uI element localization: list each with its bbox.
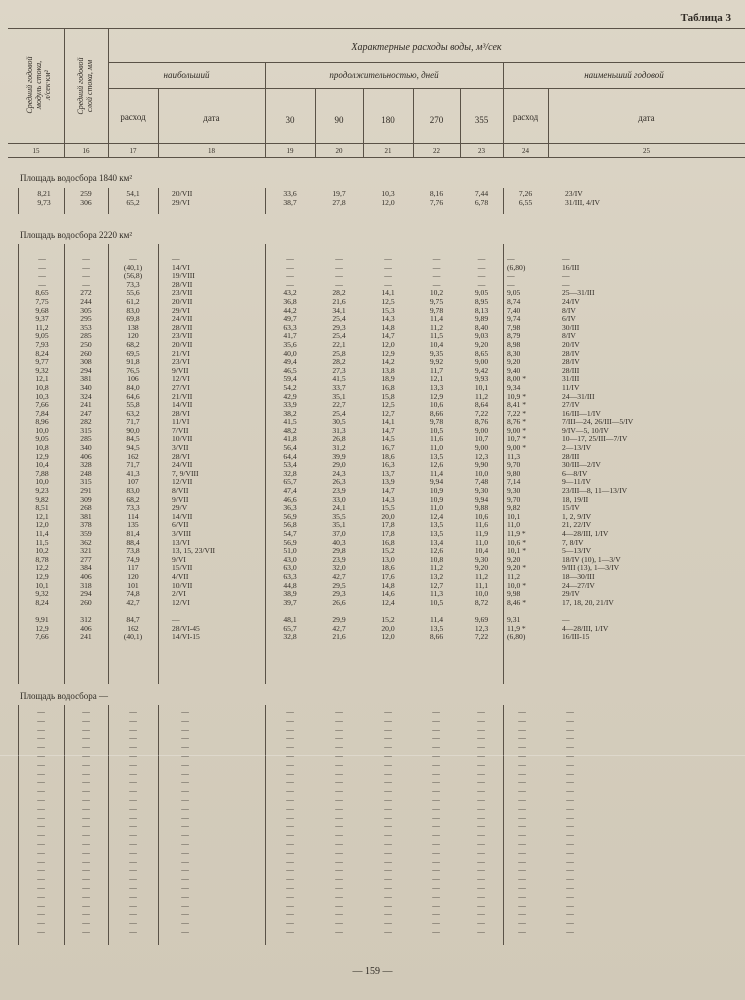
header-d355: 355 [474, 115, 489, 125]
b2-col22: — — — — 10,2 9,75 9,78 11,4 11,2 11,5 10,4 9,35 9,92 11,7 12,1 13,3 12,9 10,6 8,66 9,78 10,5 11,6 11,0 13,5 12,6 11,4 9,94 10,9 10,9 11,0 12,4 13,5 13,5 13,4 12,6 10,8 11,2 13,2 12,7 11,3 10,5 11,4 13,5 8,66 [429, 254, 444, 642]
header-date-min: дата [638, 113, 655, 123]
b2-col20: — — — — 28,2 21,6 34,1 25,4 29,3 25,4 22,1 25,8 28,2 27,3 41,5 33,7 35,1 22,7 25,4 30,5 31,3 26,8 31,2 39,9 29,0 24,3 26,3 23,9 33,0 24,1 35,5 35,1 37,0 40,3 29,8 23,9 32,0 42,7 29,5 29,3 26,6 29,9 42,7 21,6 [332, 254, 346, 642]
b1-col18: 20/VII 29/VI [172, 189, 193, 207]
block-vline [158, 244, 159, 684]
header-largest: наибольший [163, 70, 210, 80]
header-discharge-min: расход [512, 112, 539, 122]
header-group-title: Характерные расходы воды, м³/сек [351, 42, 502, 53]
block-vline [18, 244, 19, 684]
header-duration: продолжительностью, дней [329, 70, 439, 80]
header-d30: 30 [285, 115, 295, 125]
dash-column: — — — — — — — — — — — — — — — — — — — — — — — — — — [286, 707, 294, 936]
b2-col25: — 16/III — — 25—31/III 24/IV 8/IV 6/IV 30/III 8/IV 20/IV 28/IV 28/IV 28/III 31/III 11/IV 24—31/III 27/IV 16/III—1/IV 7/III—24, 26/III—5/IV 9/IV—5, 10/IV 10—17, 25/III—7/IV 2—13/IV 28/III 30/III—2/IV 6—8/IV 9—11/IV 23/III—8, 11—13/IV 18, 19/II 15/IV 1, 2, 9/IV 21, 22/IV 4—28/III, 1/IV 7, 8/IV 5—13/IV 18/IV (10), 1—3/V 9/III (13), 1—3/IV 18—30/III 24—27/IV 29/IV 17, 18, 20, 21/IV — 4—28/III, 1/IV 16/III-15 [562, 254, 634, 642]
dash-column: — — — — — — — — — — — — — — — — — — — — — — — — — — [129, 707, 137, 936]
b1-col20: 19,7 27,8 [332, 189, 346, 207]
header-vline [64, 28, 65, 158]
b1-col21: 10,3 12,0 [381, 189, 395, 207]
b2-col19: — — — — 43,2 36,8 44,2 49,7 63,3 41,7 35,6 40,0 49,4 46,5 59,4 54,2 42,9 33,9 38,2 41,5 48,2 41,8 56,4 64,4 53,4 32,8 65,7 47,4 46,6 36,3 56,9 56,8 54,7 56,9 51,0 43,0 63,0 63,3 44,8 38,9 39,7 48,1 65,7 32,8 [283, 254, 297, 642]
paper-fold [0, 755, 745, 756]
section-title-empty: Площадь водосбора — [20, 691, 109, 701]
header-d270: 270 [429, 115, 444, 125]
page-number: — 159 — [352, 966, 393, 977]
b1-col17: 54,1 65,2 [126, 189, 140, 207]
b2-col21: — — — — 14,1 12,5 15,3 14,3 14,8 14,7 12,0 12,9 14,2 13,8 18,9 16,8 15,8 12,5 12,7 14,1 14,7 14,5 16,7 18,6 16,3 13,7 13,9 14,7 14,3 15,5 20,0 17,8 17,8 16,8 15,2 13,0 18,6 17,6 14,8 14,6 12,4 15,2 20,0 12,0 [381, 254, 395, 642]
block-vline [158, 188, 159, 214]
b2-col17: — (40,1) (56,8) 73,3 55,6 61,2 83,0 69,8 138 120 68,2 69,5 91,8 76,5 106 84,0 64,6 55,8 63,2 71,7 90,0 84,5 94,5 162 71,7 41,3 107 83,0 68,2 73,3 114 135 81,4 88,4 73,8 74,9 117 120 101 74,8 42,7 84,7 162 (40,1) [123, 254, 143, 642]
b2-col23: — — — — 9,05 8,95 8,13 9,89 8,40 9,03 9,20 8,65 9,00 9,42 9,93 10,1 11,2 8,64 7,22 8,76 9,00 10,7 9,00 12,3 9,90 10,0 7,48 9,30 9,94 9,88 10,6 11,6 11,9 11,0 10,4 9,30 9,20 11,2 11,1 10,0 8,72 9,69 12,3 7,22 [474, 254, 489, 642]
col-number: 21 [384, 147, 392, 155]
block-vline [64, 188, 65, 214]
b2-col18: — 14/VI 19/VIII 28/VII 23/VII 20/VII 29/VI 24/VII 28/VII 23/VII 20/VII 21/VI 23/VI 9/VII 12/VI 27/VI 21/VII 14/VII 28/VI 11/VI 7/VII 10/VII 3/VII 28/VI 24/VII 7, 9/VIII 12/VII 8/VII 9/VII 29/V 14/VII 6/VII 3/VIII 13/VI 13, 15, 23/VII 9/VI 15/VII 4/VII 10/VII 2/VI 12/VI — 28/VI-45 14/VI-15 [172, 254, 216, 642]
col-number: 23 [478, 147, 485, 155]
b2-col16: — — — — 272 244 305 295 353 285 250 260 308 294 381 340 324 241 247 282 315 285 340 406 328 248 315 291 309 268 381 378 359 362 321 277 384 406 318 294 260 312 406 241 [80, 254, 92, 642]
block-vline [265, 705, 266, 945]
dash-column: — — — — — — — — — — — — — — — — — — — — — — — — — — [432, 707, 440, 936]
dash-column: — — — — — — — — — — — — — — — — — — — — — — — — — — [37, 707, 45, 936]
header-d180: 180 [381, 115, 395, 125]
block-vline [64, 705, 65, 945]
col-number: 24 [522, 147, 529, 155]
b1-col15: 8,21 9,73 [37, 189, 51, 207]
col-number: 19 [286, 147, 294, 155]
header-rule-2 [108, 88, 745, 89]
col-number: 25 [643, 147, 650, 155]
col-number: 22 [433, 147, 440, 155]
header-rule-1 [108, 62, 745, 63]
b1-col19: 33,6 38,7 [283, 189, 297, 207]
b1-col23: 7,44 6,78 [474, 189, 489, 207]
block-vline [64, 244, 65, 684]
header-col16: Средний годовой слой стока, мм [76, 57, 94, 115]
block-vline [18, 188, 19, 214]
block-vline [503, 244, 504, 684]
b1-col24: 7,26 6,55 [518, 189, 533, 207]
b1-col22: 8,16 7,76 [429, 189, 444, 207]
dash-column: — — — — — — — — — — — — — — — — — — — — — — — — — — [477, 707, 485, 936]
col-number: 18 [208, 147, 215, 155]
dash-column: — — — — — — — — — — — — — — — — — — — — — — — — — — [566, 707, 574, 936]
col-number: 17 [129, 147, 137, 155]
b2-col24: — (6,80) — — 9,05 8,74 7,40 9,74 7,98 8,79 8,98 8,30 9,20 9,40 8,00 * 9,34 10,9 * 8,41 * 7,22 * 8,76 * 9,00 * 10,7 * 9,00 * 11,3 9,70 9,80 7,14 9,30 9,70 9,82 10,1 11,0 11,9 * 10,6 * 10,1 * 9,20 9,20 * 11,2 10,0 * 9,98 8,46 * 9,31 11,9 * (6,80) [507, 254, 526, 642]
block-vline [108, 705, 109, 945]
dash-column: — — — — — — — — — — — — — — — — — — — — — — — — — — [384, 707, 392, 936]
col-number: 16 [82, 147, 90, 155]
block-vline [503, 705, 504, 945]
dash-column: — — — — — — — — — — — — — — — — — — — — — — — — — — [518, 707, 526, 936]
block-vline [158, 705, 159, 945]
b1-col16: 259 306 [80, 189, 92, 207]
header-top-rule [8, 28, 745, 29]
dash-column: — — — — — — — — — — — — — — — — — — — — — — — — — — [181, 707, 189, 936]
col-number: 20 [335, 147, 343, 155]
table-label: Таблица 3 [680, 12, 731, 24]
section-title-1840: Площадь водосбора 1840 км² [20, 173, 133, 183]
dash-column: — — — — — — — — — — — — — — — — — — — — — — — — — — [82, 707, 90, 936]
header-bottom-rule [8, 157, 745, 158]
section-title-2220: Площадь водосбора 2220 км² [20, 230, 133, 240]
header-d90: 90 [334, 115, 344, 125]
header-discharge-max: расход [120, 112, 146, 122]
b1-col25: 23/IV 31/III, 4/IV [565, 189, 601, 207]
header-date-max: дата [203, 113, 220, 123]
header-col15: Средний годовой модуль стока, л/сек·км² [25, 56, 52, 114]
header-smallest: наименьший годовой [584, 70, 664, 80]
b2-col15: — — — — 8,65 7,75 9,68 9,37 11,2 9,05 7,93 8,24 9,77 9,32 12,1 10,8 10,3 7,66 7,84 8,96 10,0 9,05 10,8 12,9 10,4 7,88 10,0 9,23 9,82 8,51 12,1 12,0 11,4 11,5 10,2 8,78 12,2 12,9 10,1 9,32 8,24 9,91 12,9 7,66 [35, 254, 49, 642]
block-vline [18, 705, 19, 945]
dash-column: — — — — — — — — — — — — — — — — — — — — — — — — — — [335, 707, 343, 936]
header-rule-3 [8, 143, 745, 144]
col-number: 15 [32, 147, 40, 155]
